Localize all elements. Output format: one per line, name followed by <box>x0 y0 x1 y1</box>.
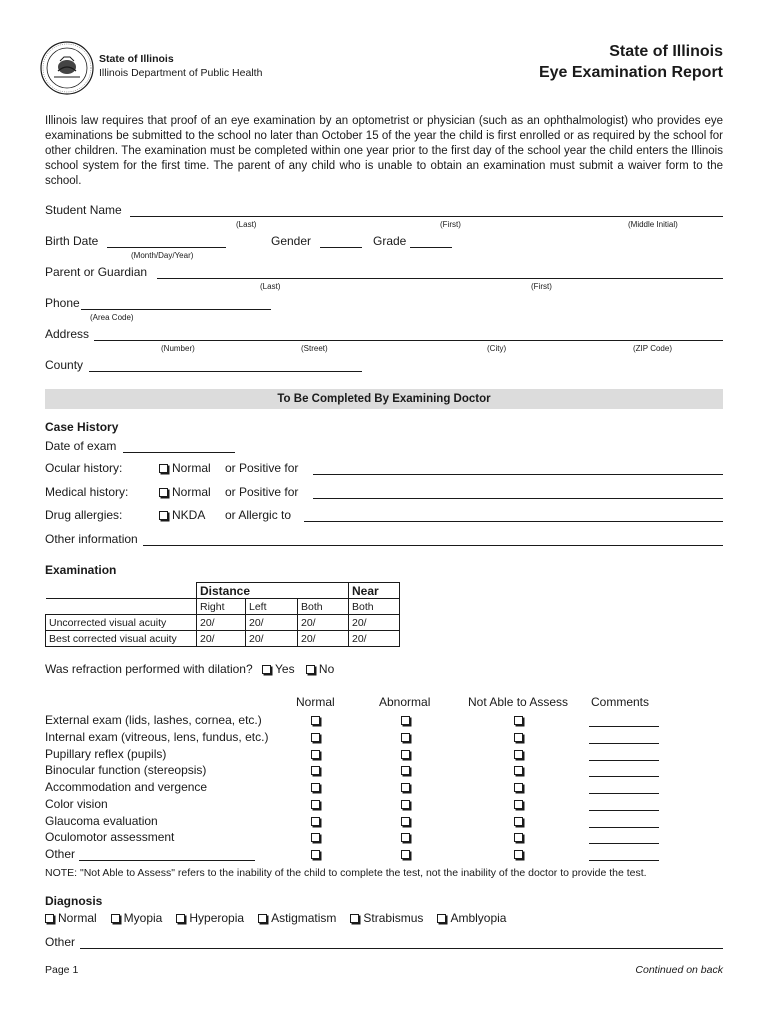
guardian-last-hint: (Last) <box>260 282 281 291</box>
corrected-right-cell[interactable]: 20/ <box>197 631 246 647</box>
diagnosis-option-label: Normal <box>58 911 97 925</box>
student-name-label: Student Name <box>45 203 122 217</box>
abnormal-checkbox[interactable] <box>401 850 410 859</box>
comment-input[interactable] <box>589 810 659 811</box>
diagnosis-checkbox[interactable] <box>45 914 54 923</box>
corrected-near-cell[interactable]: 20/ <box>349 631 400 647</box>
normal-checkbox[interactable] <box>311 850 320 859</box>
dilation-no-option[interactable] <box>306 662 334 676</box>
exam-date-label: Date of exam <box>45 439 117 453</box>
addr-zip-hint: (ZIP Code) <box>633 344 672 353</box>
diagnosis-checkbox[interactable] <box>111 914 120 923</box>
abnormal-checkbox[interactable] <box>401 800 410 809</box>
col-abnormal-header: Abnormal <box>379 695 431 709</box>
area-code-hint: (Area Code) <box>90 313 134 322</box>
uncorrected-near-cell[interactable]: 20/ <box>349 615 400 631</box>
diagnosis-option-normal[interactable] <box>45 911 97 925</box>
form-title-state: State of Illinois <box>609 43 723 60</box>
guardian-first-hint: (First) <box>531 282 552 291</box>
abnormal-checkbox[interactable] <box>401 750 410 759</box>
ocular-normal-option[interactable] <box>159 461 211 475</box>
county-input[interactable] <box>89 371 362 372</box>
visual-acuity-table <box>45 582 400 647</box>
phone-label: Phone <box>45 296 80 310</box>
not-able-checkbox[interactable] <box>514 850 523 859</box>
medical-normal-label: Normal <box>172 485 211 499</box>
addr-number-hint: (Number) <box>161 344 195 353</box>
left-col-header: Left <box>246 599 298 615</box>
normal-checkbox[interactable] <box>311 817 320 826</box>
ocular-history-label: Ocular history: <box>45 461 123 475</box>
dilation-question <box>45 662 334 676</box>
student-first-hint: (First) <box>440 220 461 229</box>
assessment-row-label: Glaucoma evaluation <box>45 813 158 828</box>
assessment-other-input[interactable] <box>79 860 255 861</box>
comment-input[interactable] <box>589 843 659 844</box>
col-comments-header: Comments <box>591 695 650 709</box>
comment-input[interactable] <box>589 827 659 828</box>
exam-date-input[interactable] <box>123 452 235 453</box>
guardian-label: Parent or Guardian <box>45 265 148 279</box>
doctor-section-title: To Be Completed By Examining Doctor <box>277 393 491 405</box>
not-able-checkbox[interactable] <box>514 750 523 759</box>
comment-input[interactable] <box>589 726 659 727</box>
abnormal-checkbox[interactable] <box>401 716 410 725</box>
birth-date-label: Birth Date <box>45 234 99 248</box>
diagnosis-checkbox[interactable] <box>258 914 267 923</box>
right-col-header: Right <box>197 599 246 615</box>
assessment-row-label: Internal exam (vitreous, lens, fundus, etc.) <box>45 729 269 744</box>
comment-input[interactable] <box>589 760 659 761</box>
gender-label: Gender <box>271 234 312 248</box>
abnormal-checkbox[interactable] <box>401 733 410 742</box>
address-label: Address <box>45 327 90 341</box>
gender-input[interactable] <box>320 247 362 248</box>
agency-dept: Illinois Department of Public Health <box>99 67 263 79</box>
county-label: County <box>45 358 84 372</box>
assessment-row-label: Binocular function (stereopsis) <box>45 763 207 778</box>
intro-paragraph: Illinois law requires that proof of an eye examination by an optometrist or physician (such as an ophthalmologist) who provides eye examinations be submitted to the school no later than October 15 of the year the child is first enrolled or as required by the school for other children. The examination must be completed within one year prior to the first day of the school year the child enters the Illinois school system for the first time. The parent of any child who is unable to obtain an examination must submit a waiver form to the school. <box>45 115 723 187</box>
diagnosis-other-label: Other <box>45 935 76 949</box>
drug-allergies-label: Drug allergies: <box>45 508 123 522</box>
examination-heading: Examination <box>45 563 117 577</box>
diagnosis-options <box>45 911 520 925</box>
ocular-normal-checkbox[interactable] <box>159 464 168 473</box>
page-number: Page 1 <box>45 964 79 976</box>
continued-note: Continued on back <box>635 964 723 976</box>
dilation-yes-label: Yes <box>275 662 295 676</box>
diagnosis-option-label: Hyperopia <box>189 911 245 925</box>
normal-checkbox[interactable] <box>311 716 320 725</box>
near-both-col-header: Both <box>349 599 400 615</box>
abnormal-checkbox[interactable] <box>401 833 410 842</box>
student-last-hint: (Last) <box>236 220 257 229</box>
not-able-checkbox[interactable] <box>514 716 523 725</box>
assessment-row-label: Other <box>45 847 76 861</box>
birth-date-input[interactable] <box>107 247 226 248</box>
medical-positive-input[interactable] <box>313 498 723 499</box>
uncorrected-both-cell[interactable]: 20/ <box>298 615 349 631</box>
table-row <box>46 631 400 647</box>
uncorrected-label: Uncorrected visual acuity <box>46 615 197 631</box>
diagnosis-option-label: Amblyopia <box>450 911 507 925</box>
diagnosis-option-strabismus[interactable] <box>350 911 423 925</box>
student-name-input[interactable] <box>130 216 723 217</box>
col-not-able-header: Not Able to Assess <box>468 695 569 709</box>
diagnosis-other-input[interactable] <box>80 948 723 949</box>
comment-input[interactable] <box>589 860 659 861</box>
state-seal <box>40 41 94 95</box>
medical-normal-checkbox[interactable] <box>159 488 168 497</box>
diagnosis-option-amblyopia[interactable] <box>437 911 506 925</box>
assessment-row-label: External exam (lids, lashes, cornea, etc.) <box>45 713 262 727</box>
assessment-row-label: Oculomotor assessment <box>45 830 175 845</box>
not-able-checkbox[interactable] <box>514 817 523 826</box>
dilation-no-checkbox[interactable] <box>306 665 315 674</box>
diagnosis-checkbox[interactable] <box>437 914 446 923</box>
medical-normal-option[interactable] <box>159 485 211 499</box>
nkda-label: NKDA <box>172 508 206 522</box>
addr-street-hint: (Street) <box>301 344 328 353</box>
normal-checkbox[interactable] <box>311 833 320 842</box>
distance-header: Distance <box>197 583 349 599</box>
guardian-input[interactable] <box>157 278 723 279</box>
allergic-to-label: or Allergic to <box>225 508 292 522</box>
assessment-row-label: Pupillary reflex (pupils) <box>45 746 167 761</box>
addr-city-hint: (City) <box>487 344 507 353</box>
abnormal-checkbox[interactable] <box>401 817 410 826</box>
ocular-positive-input[interactable] <box>313 474 723 475</box>
allergic-to-input[interactable] <box>304 521 723 522</box>
other-info-label: Other information <box>45 532 138 546</box>
other-info-input[interactable] <box>143 545 723 546</box>
normal-checkbox[interactable] <box>311 783 320 792</box>
nkda-checkbox[interactable] <box>159 511 168 520</box>
diagnosis-option-astigmatism[interactable] <box>258 911 336 925</box>
ocular-normal-label: Normal <box>172 461 211 475</box>
normal-checkbox[interactable] <box>311 750 320 759</box>
assessment-row-label: Color vision <box>45 796 108 811</box>
table-row <box>46 615 400 631</box>
normal-checkbox[interactable] <box>311 800 320 809</box>
diagnosis-heading: Diagnosis <box>45 894 103 908</box>
table-row <box>46 599 400 615</box>
diagnosis-option-myopia[interactable] <box>111 911 163 925</box>
normal-checkbox[interactable] <box>311 766 320 775</box>
ocular-positive-label: or Positive for <box>225 461 299 475</box>
diagnosis-option-hyperopia[interactable] <box>176 911 244 925</box>
corrected-left-cell[interactable]: 20/ <box>246 631 298 647</box>
not-able-checkbox[interactable] <box>514 733 523 742</box>
birth-date-hint: (Month/Day/Year) <box>131 251 194 260</box>
dilation-no-label: No <box>318 662 335 676</box>
normal-checkbox[interactable] <box>311 733 320 742</box>
diagnosis-checkbox[interactable] <box>350 914 359 923</box>
not-able-checkbox[interactable] <box>514 766 523 775</box>
assessment-row-label: Accommodation and vergence <box>45 780 208 794</box>
uncorrected-left-cell[interactable]: 20/ <box>246 615 298 631</box>
diagnosis-option-label: Myopia <box>123 911 163 925</box>
diagnosis-option-label: Astigmatism <box>271 911 337 925</box>
dilation-yes-option[interactable] <box>262 662 295 676</box>
nkda-option[interactable] <box>159 508 205 522</box>
comment-input[interactable] <box>589 793 659 794</box>
corrected-both-cell[interactable]: 20/ <box>298 631 349 647</box>
best-corrected-label: Best corrected visual acuity <box>46 631 197 647</box>
both-col-header: Both <box>298 599 349 615</box>
student-middle-hint: (Middle Initial) <box>628 220 678 229</box>
col-normal-header: Normal <box>296 695 335 709</box>
abnormal-checkbox[interactable] <box>401 766 410 775</box>
table-row <box>46 583 400 599</box>
doctor-section-banner <box>45 389 723 409</box>
diagnosis-option-label: Strabismus <box>363 911 424 925</box>
grade-input[interactable] <box>410 247 452 248</box>
not-able-checkbox[interactable] <box>514 783 523 792</box>
case-history-heading: Case History <box>45 420 119 434</box>
not-able-checkbox[interactable] <box>514 800 523 809</box>
agency-state: State of Illinois <box>99 53 174 65</box>
form-title: Eye Examination Report <box>538 64 723 81</box>
phone-input[interactable] <box>81 309 271 310</box>
not-able-checkbox[interactable] <box>514 833 523 842</box>
diagnosis-checkbox[interactable] <box>176 914 185 923</box>
dilation-question-text: Was refraction performed with dilation? <box>45 662 253 676</box>
address-input[interactable] <box>94 340 723 341</box>
near-header: Near <box>349 583 400 599</box>
assessment-note: NOTE: "Not Able to Assess" refers to the inability of the child to complete the test, not the inability of the doctor to provide the test. <box>45 867 647 879</box>
medical-history-label: Medical history: <box>45 485 129 499</box>
uncorrected-right-cell[interactable]: 20/ <box>197 615 246 631</box>
medical-positive-label: or Positive for <box>225 485 299 499</box>
comment-input[interactable] <box>589 776 659 777</box>
dilation-yes-checkbox[interactable] <box>262 665 271 674</box>
comment-input[interactable] <box>589 743 659 744</box>
abnormal-checkbox[interactable] <box>401 783 410 792</box>
grade-label: Grade <box>373 234 407 248</box>
